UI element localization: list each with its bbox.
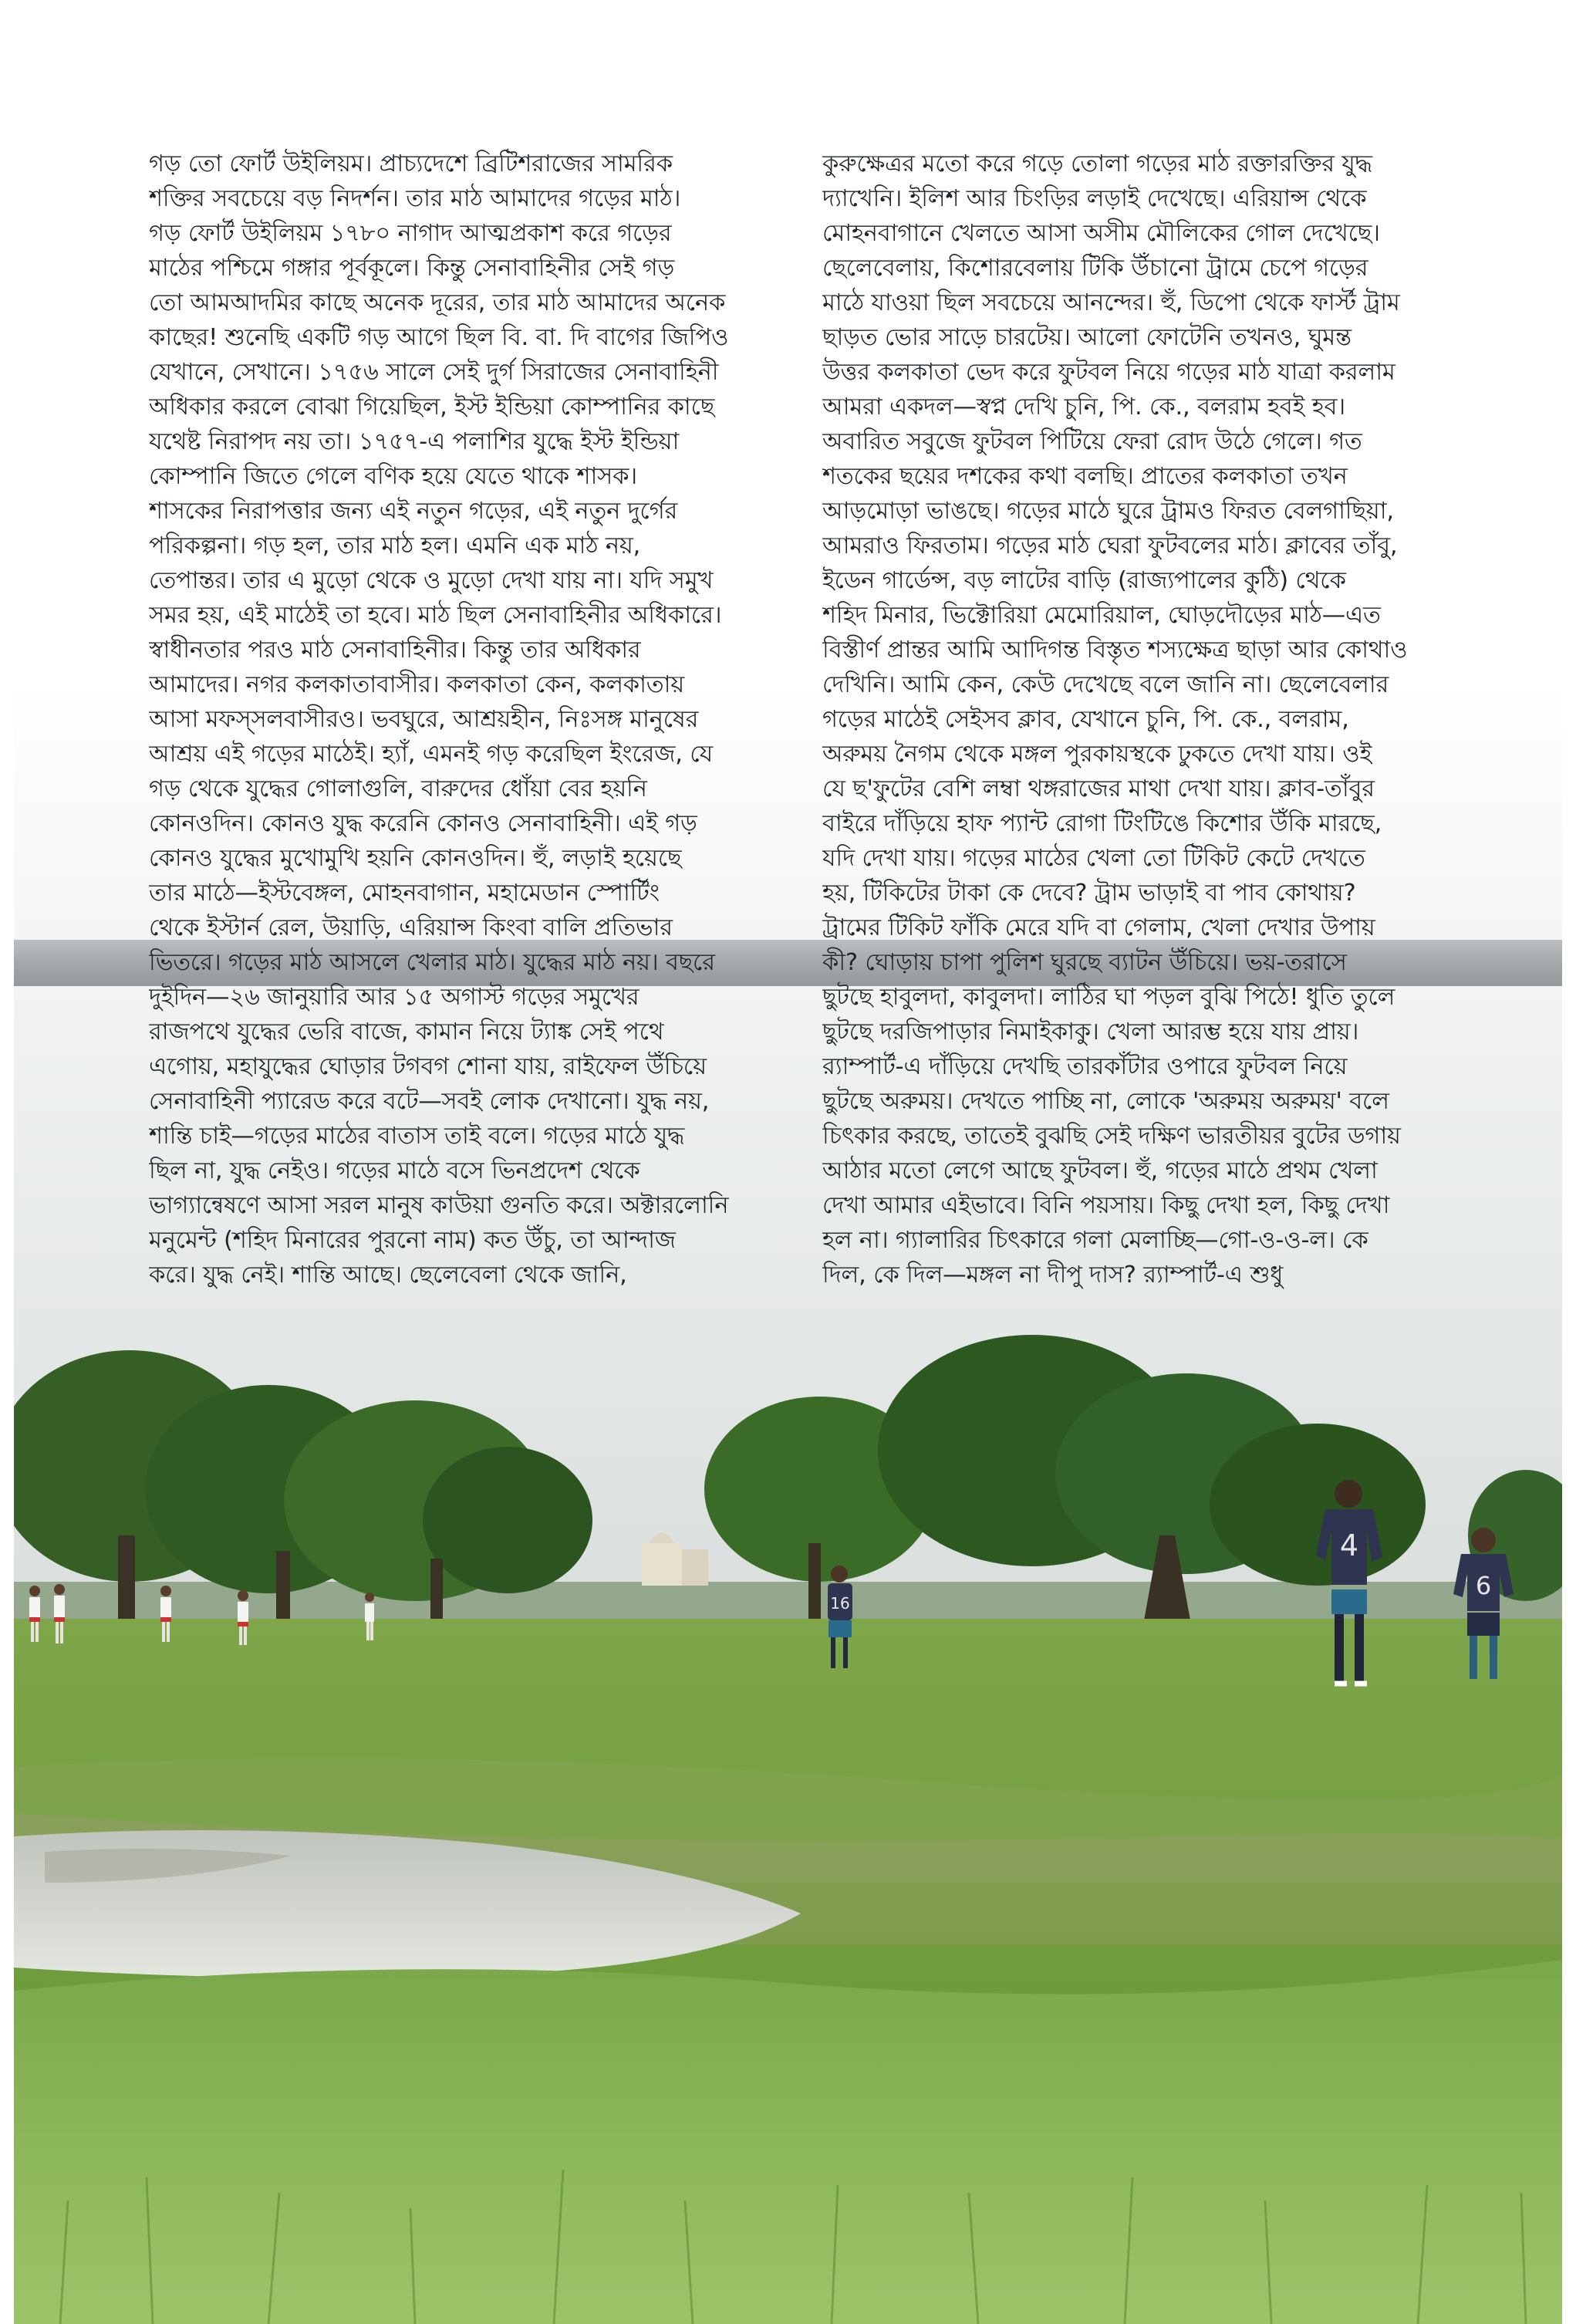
article-line: বাইরে দাঁড়িয়ে হাফ প্যান্ট রোগা টিংটিঙে কিশোর উঁকি মারছে, bbox=[822, 810, 1382, 837]
article-line: ছাড়ত ভোর সাড়ে চারটেয়। আলো ফোটেনি তখনও, ঘুমন্ত bbox=[822, 324, 1352, 351]
article-line: অরুময় নৈগম থেকে মঙ্গল পুরকায়স্থকে ঢুকতে দেখা যায়। ওই bbox=[822, 741, 1372, 768]
article-line: রাজপথে যুদ্ধের ভেরি বাজে, কামান নিয়ে ট্যাঙ্ক সেই পথে bbox=[149, 1018, 664, 1045]
article-line: যেখানে, সেখানে। ১৭৫৬ সালে সেই দুর্গ সিরাজের সেনাবাহিনী bbox=[149, 359, 719, 386]
foreground-grass bbox=[14, 1960, 1562, 2324]
article-line: উত্তর কলকাতা ভেদ করে ফুটবল নিয়ে গড়ের মাঠ যাত্রা করলাম bbox=[822, 359, 1395, 386]
article-line: এগোয়, মহাযুদ্ধের ঘোড়ার টগবগ শোনা যায়, রাইফেল উঁচিয়ে bbox=[149, 1053, 707, 1080]
article-line: হয়, টিকিটের টাকা কে দেবে? ট্রাম ভাড়াই বা পাব কোথায়? bbox=[822, 880, 1356, 907]
article-line: যদি দেখা যায়। গড়ের মাঠের খেলা তো টিকিট কেটে দেখতে bbox=[822, 845, 1365, 872]
article-line: মাঠের পশ্চিমে গঙ্গার পূর্বকূলে। কিন্তু সেনাবাহিনীর সেই গড় bbox=[149, 255, 675, 282]
article-line: শহিদ মিনার, ভিক্টোরিয়া মেমোরিয়াল, ঘোড়দৌড়ের মাঠ—এত bbox=[822, 602, 1381, 629]
jersey-number: 4 bbox=[1339, 1529, 1359, 1562]
article-line: গড় থেকে যুদ্ধের গোলাগুলি, বারুদের ধোঁয়া বের হয়নি bbox=[149, 775, 647, 802]
article-line: দেখিনি। আমি কেন, কেউ দেখেছে বলে জানি না। ছেলেবেলার bbox=[822, 671, 1389, 698]
article-line: শতকের ছয়ের দশকের কথা বলছি। প্রাতের কলকাতা তখন bbox=[822, 463, 1348, 490]
article-line: দেখা আমার এইভাবে। বিনি পয়সায়। কিছু দেখা হল, কিছু দেখা bbox=[822, 1192, 1390, 1219]
article-column-right bbox=[822, 147, 1486, 1292]
article-line: থেকে ইস্টার্ন রেল, উয়াড়ি, এরিয়ান্স কিংবা বালি প্রতিভার bbox=[149, 914, 673, 941]
article-column-left bbox=[149, 147, 812, 1292]
article-line: আমরা একদল—স্বপ্ন দেখি চুনি, পি. কে., বলরাম হবই হব। bbox=[822, 394, 1346, 421]
article-line: তার মাঠে—ইস্টবেঙ্গল, মোহনবাগান, মহামেডান স্পোর্টিং bbox=[149, 880, 660, 907]
article-line: আড়মোড়া ভাঙছে। গড়ের মাঠে ঘুরে ট্রামও ফিরত বেলগাছিয়া, bbox=[822, 498, 1394, 525]
article-line: মোহনবাগানে খেলতে আসা অসীম মৌলিকের গোল দেখেছে। bbox=[822, 220, 1380, 247]
article-line: যথেষ্ট নিরাপদ নয় তা। ১৭৫৭-এ পলাশির যুদ্ধে ইস্ট ইন্ডিয়া bbox=[149, 428, 680, 455]
article-line: কোনওদিন। কোনও যুদ্ধ করেনি কোনও সেনাবাহিনী। এই গড় bbox=[149, 810, 697, 837]
article-line: শান্তি চাই—গড়ের মাঠের বাতাস তাই বলে। গড়ের মাঠে যুদ্ধ bbox=[149, 1123, 685, 1150]
article-line: শক্তির সবচেয়ে বড় নিদর্শন। তার মাঠ আমাদের গড়ের মাঠ। bbox=[149, 185, 681, 212]
article-line: আশ্রয় এই গড়ের মাঠেই। হ্যাঁ, এমনই গড় করেছিল ইংরেজ, যে bbox=[149, 741, 713, 768]
article-line: ছেলেবেলায়, কিশোরবেলায় টিকি উঁচানো ট্রামে চেপে গড়ের bbox=[822, 255, 1368, 282]
article-line: গড় ফোর্ট উইলিয়ম ১৭৮০ নাগাদ আত্মপ্রকাশ করে গড়ের bbox=[149, 220, 672, 247]
article-line: ছিল না, যুদ্ধ নেইও। গড়ের মাঠে বসে ভিনপ্রদেশ থেকে bbox=[149, 1157, 640, 1184]
article-line: অবারিত সবুজে ফুটবল পিটিয়ে ফেরা রোদ উঠে গেলে। গত bbox=[822, 428, 1362, 455]
article-line: কোম্পানি জিতে গেলে বণিক হয়ে যেতে থাকে শাসক। bbox=[149, 463, 637, 490]
article-line: ভিতরে। গড়ের মাঠ আসলে খেলার মাঠ। যুদ্ধের মাঠ নয়। বছরে bbox=[149, 949, 715, 976]
article-line: স্বাধীনতার পরও মাঠ সেনাবাহিনীর। কিন্তু তার অধিকার bbox=[149, 637, 641, 664]
article-line: করে। যুদ্ধ নেই। শান্তি আছে। ছেলেবেলা থেকে জানি, bbox=[149, 1262, 627, 1289]
article-line: মাঠে যাওয়া ছিল সবচেয়ে আনন্দের। হুঁ, ডিপো থেকে ফার্স্ট ট্রাম bbox=[822, 289, 1400, 316]
article-line: বিস্তীর্ণ প্রান্তর আমি আদিগন্ত বিস্তৃত শস্যক্ষেত্র ছাড়া আর কোথাও bbox=[822, 637, 1408, 664]
article-line: তো আমআদমির কাছে অনেক দূরের, তার মাঠ আমাদের অনেক bbox=[149, 289, 726, 316]
article-line: আঠার মতো লেগে আছে ফুটবল। হুঁ, গড়ের মাঠে প্রথম খেলা bbox=[822, 1157, 1378, 1184]
article-line: অধিকার করলে বোঝা গিয়েছিল, ইস্ট ইন্ডিয়া কোম্পানির কাছে bbox=[149, 394, 715, 421]
article-line: চিৎকার করছে, তাতেই বুঝছি সেই দক্ষিণ ভারতীয়র বুটের ডগায় bbox=[822, 1123, 1401, 1150]
article-line: দিল, কে দিল—মঙ্গল না দীপু দাস? র‍্যাম্পার্ট-এ শুধু bbox=[822, 1262, 1284, 1289]
article-line: দুইদিন—২৬ জানুয়ারি আর ১৫ অগাস্ট গড়ের সমুখের bbox=[149, 984, 640, 1011]
article-line: পরিকল্পনা। গড় হল, তার মাঠ হল। এমনি এক মাঠ নয়, bbox=[149, 532, 641, 559]
article-line: সেনাবাহিনী প্যারেড করে বটে—সবই লোক দেখানো। যুদ্ধ নয়, bbox=[149, 1088, 710, 1115]
article-line: আসা মফস্সলবাসীরও। ভবঘুরে, আশ্রয়হীন, নিঃসঙ্গ মানুষের bbox=[149, 706, 699, 733]
article-line: কাছের! শুনেছি একটি গড় আগে ছিল বি. বা. দি বাগের জিপিও bbox=[149, 324, 729, 351]
article-line: র‍্যাম্পার্ট-এ দাঁড়িয়ে দেখছি তারকাঁটার ওপারে ফুটবল নিয়ে bbox=[822, 1053, 1348, 1080]
article-line: শাসকের নিরাপত্তার জন্য এই নতুন গড়ের, এই নতুন দুর্গের bbox=[149, 498, 678, 525]
article-line: আমাদের। নগর কলকাতাবাসীর। কলকাতা কেন, কলকাতায় bbox=[149, 671, 685, 698]
article-line: কী? ঘোড়ায় চাপা পুলিশ ঘুরছে ব্যাটন উঁচিয়ে। ভয়-তরাসে bbox=[822, 949, 1347, 976]
article-line: গড় তো ফোর্ট উইলিয়ম। প্রাচ্যদেশে ব্রিটিশরাজের সামরিক bbox=[149, 150, 673, 177]
article-line: যে ছ'ফুটের বেশি লম্বা থঙ্গরাজের মাথা দেখা যায়। ক্লাব-তাঁবুর bbox=[822, 775, 1375, 802]
jersey-number: 6 bbox=[1475, 1571, 1492, 1600]
article-line: কুরুক্ষেত্রর মতো করে গড়ে তোলা গড়ের মাঠ রক্তারক্তির যুদ্ধ bbox=[822, 150, 1372, 177]
article-line: ট্রামের টিকিট ফাঁকি মেরে যদি বা গেলাম, খেলা দেখার উপায় bbox=[822, 914, 1375, 941]
article-line: আমরাও ফিরতাম। গড়ের মাঠ ঘেরা ফুটবলের মাঠ। ক্লাবের তাঁবু, bbox=[822, 532, 1398, 559]
article-line: কোনও যুদ্ধের মুখোমুখি হয়নি কোনওদিন। হুঁ, লড়াই হয়েছে bbox=[149, 845, 682, 872]
article-line: হল না। গ্যালারির চিৎকারে গলা মেলাচ্ছি—গো-ও-ও-ল। কে bbox=[822, 1227, 1368, 1254]
article-line: ছুটছে অরুময়। দেখতে পাচ্ছি না, লোকে 'অরুময় অরুময়' বলে bbox=[822, 1088, 1389, 1115]
article-line: গড়ের মাঠেই সেইসব ক্লাব, যেখানে চুনি, পি. কে., বলরাম, bbox=[822, 706, 1349, 733]
article-line: সমর হয়, এই মাঠেই তা হবে। মাঠ ছিল সেনাবাহিনীর অধিকারে। bbox=[149, 602, 722, 629]
jersey-number: 16 bbox=[830, 1594, 850, 1613]
article-line: তেপান্তর। তার এ মুড়ো থেকে ও মুড়ো দেখা যায় না। যদি সমুখ bbox=[149, 567, 714, 594]
article-line: ছুটছে দরজিপাড়ার নিমাইকাকু। খেলা আরম্ভ হয়ে যায় প্রায়। bbox=[822, 1018, 1359, 1045]
article-line: ছুটছে হাবুলদা, কাবুলদা। লাঠির ঘা পড়ল বুঝি পিঠে! ধুতি তুলে bbox=[822, 984, 1395, 1011]
article-line: মনুমেন্ট (শহিদ মিনারের পুরনো নাম) কত উঁচু, তা আন্দাজ bbox=[149, 1227, 676, 1254]
article-line: ভাগ্যান্বেষণে আসা সরল মানুষ কাউয়া গুনতি করে। অক্টারলোনি bbox=[149, 1192, 729, 1219]
article-line: দ্যাখেনি। ইলিশ আর চিংড়ির লড়াই দেখেছে। এরিয়ান্স থেকে bbox=[822, 185, 1367, 212]
article-line: ইডেন গার্ডেন্স, বড় লাটের বাড়ি (রাজ্যপালের কুঠি) থেকে bbox=[822, 567, 1346, 594]
